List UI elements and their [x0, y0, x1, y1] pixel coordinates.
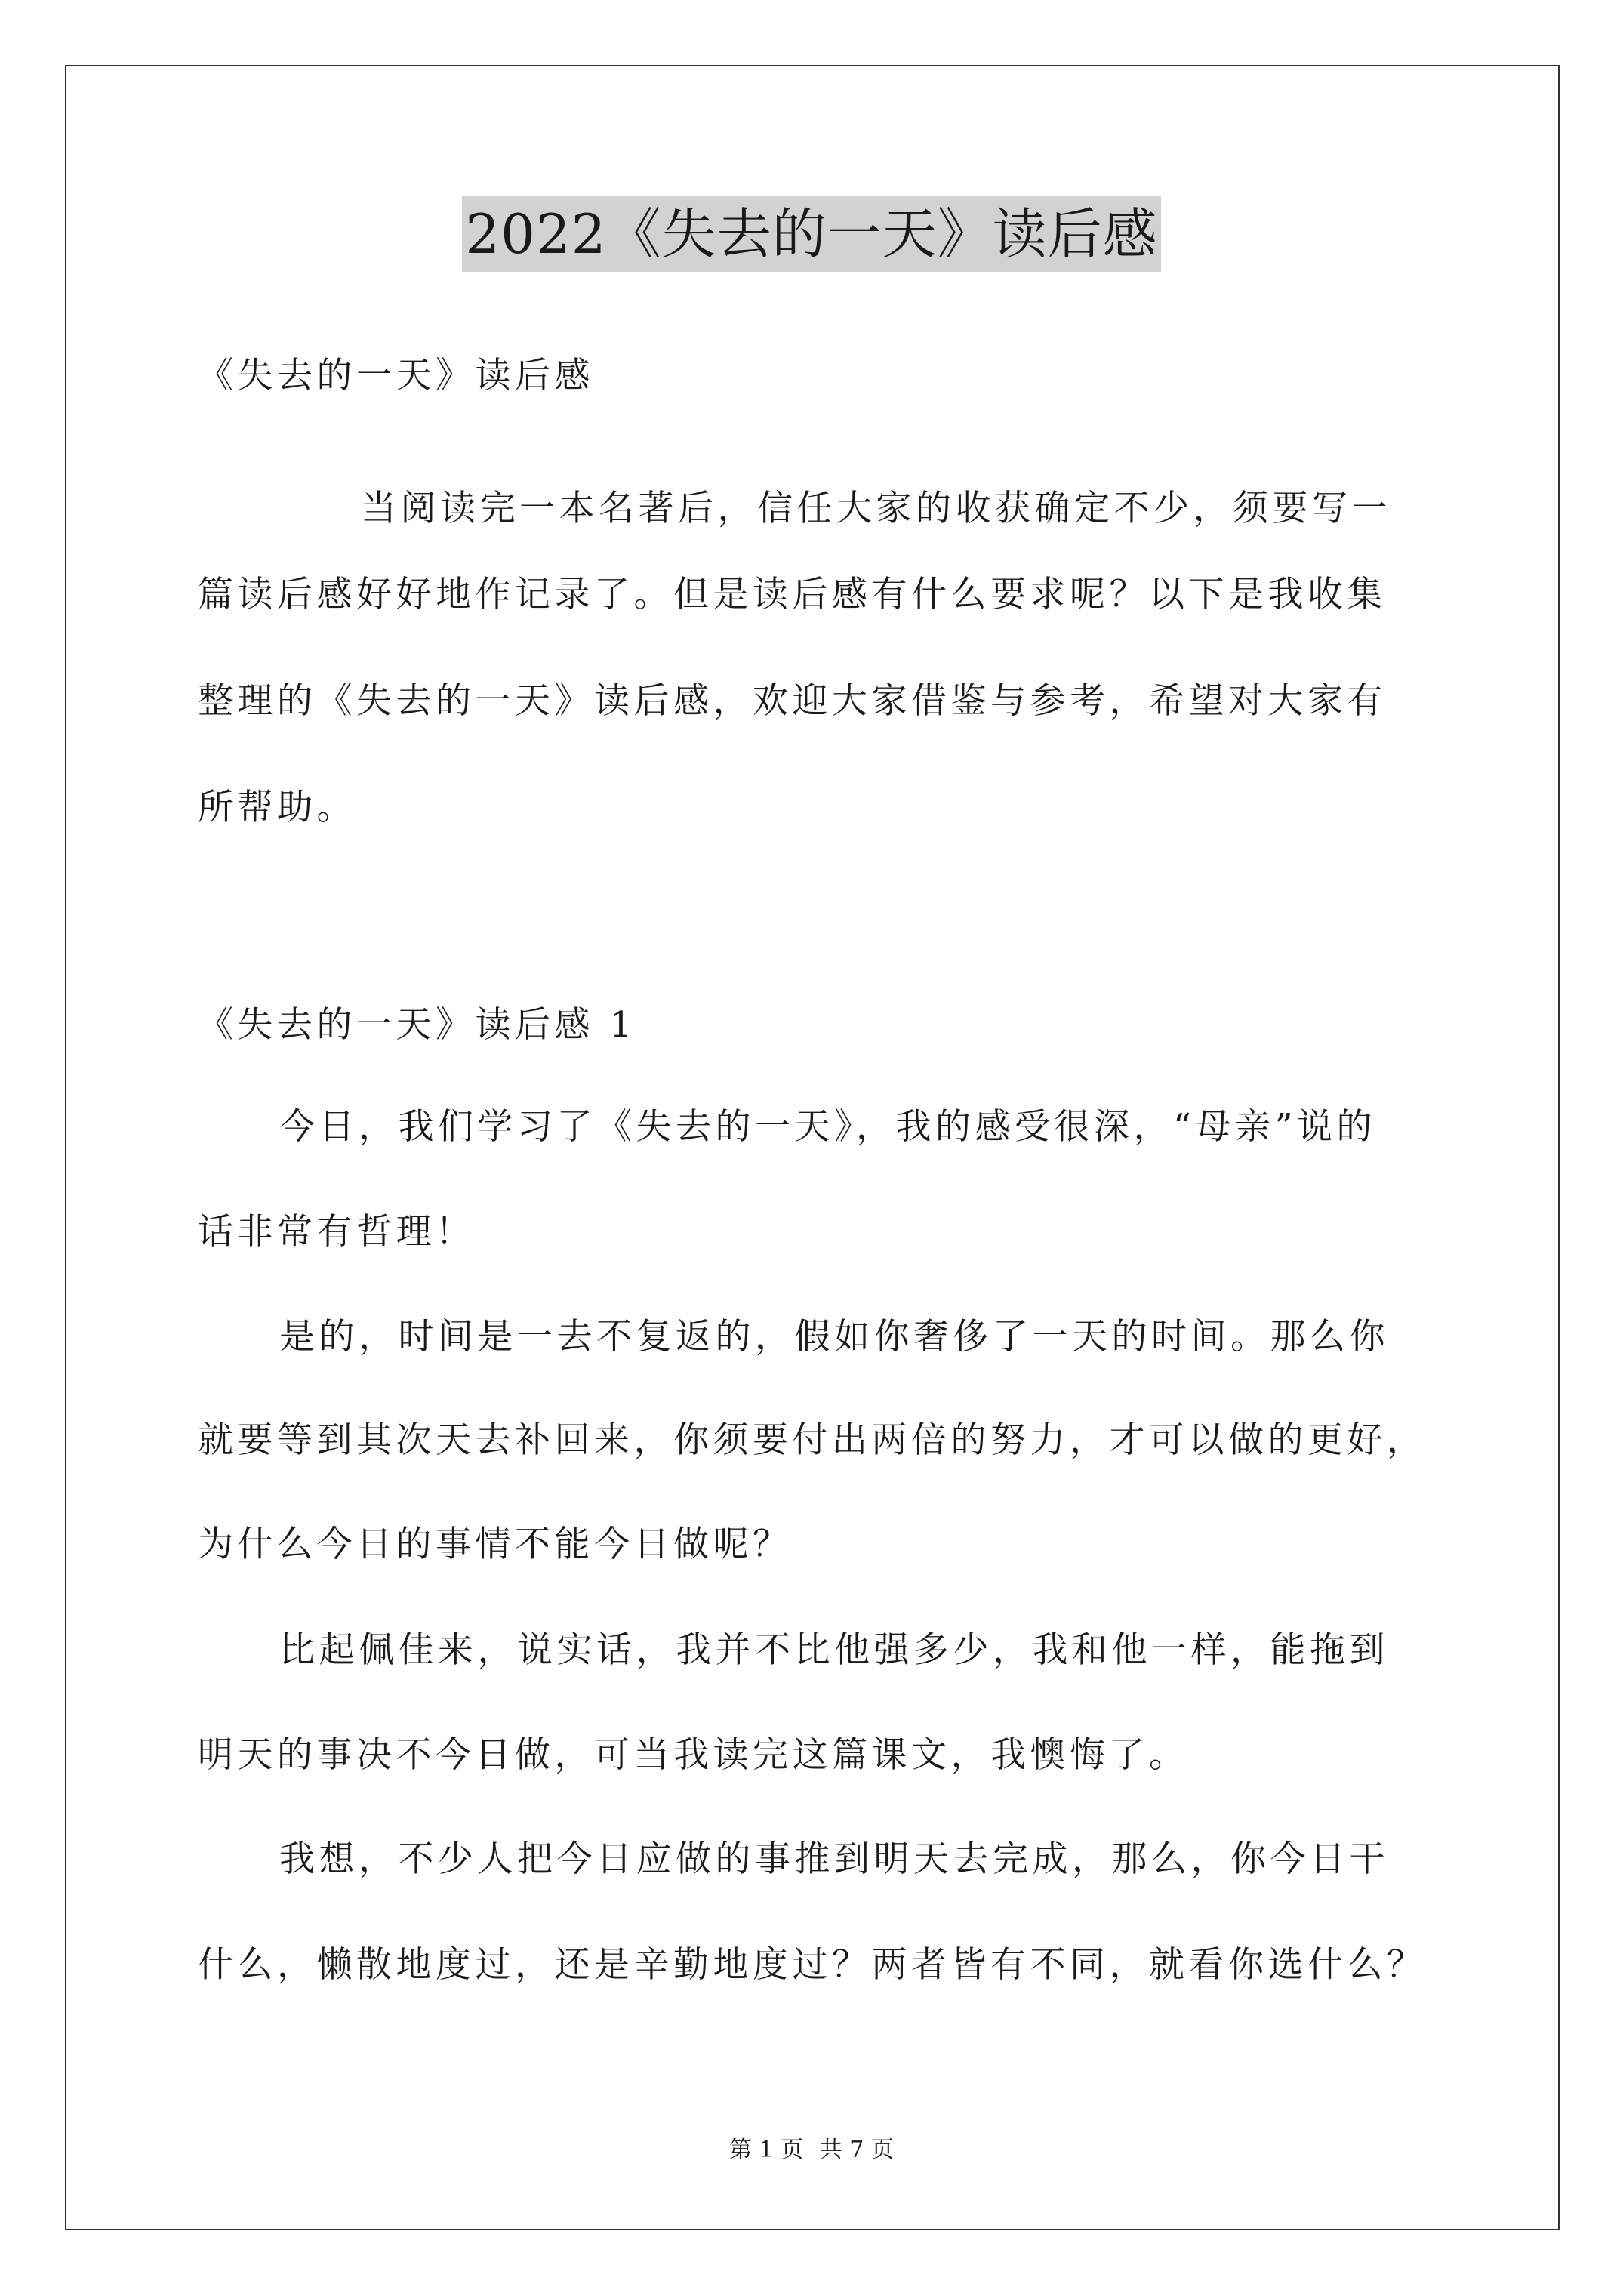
page-footer: [0, 2135, 1623, 2165]
intro-paragraph-line-3: 整理的《失去的一天》读后感，欢迎大家借鉴与参考，希望对大家有: [198, 680, 1387, 722]
paragraph-4-line-2: 什么，懒散地度过，还是辛勤地度过？两者皆有不同，就看你选什么？: [198, 1944, 1427, 1986]
intro-heading: 《失去的一天》读后感: [198, 355, 594, 396]
paragraph-1-line-2: 话非常有哲理！: [198, 1211, 476, 1253]
paragraph-3-line-1: 比起佩佳来，说实话，我并不比他强多少，我和他一样，能拖到: [279, 1629, 1389, 1671]
title-container: [0, 196, 1623, 272]
paragraph-3-line-2: 明天的事决不今日做，可当我读完这篇课文，我懊悔了。: [198, 1734, 1189, 1776]
page-number: 第 1 页: [729, 2137, 804, 2163]
section-heading: 《失去的一天》读后感 1: [198, 1004, 636, 1046]
paragraph-2-line-2: 就要等到其次天去补回来，你须要付出两倍的努力，才可以做的更好，: [198, 1419, 1427, 1461]
intro-paragraph-line-2: 篇读后感好好地作记录了。但是读后感有什么要求呢？以下是我收集: [198, 574, 1387, 615]
page-total: 共 7 页: [819, 2137, 894, 2163]
intro-paragraph-line-1: 当阅读完一本名著后，信任大家的收获确定不少，须要写一: [361, 488, 1391, 529]
document-title: 2022《失去的一天》读后感: [462, 196, 1160, 272]
intro-paragraph-line-4: 所帮助。: [198, 787, 356, 828]
paragraph-1-line-1: 今日，我们学习了《失去的一天》，我的感受很深，“母亲”说的: [279, 1106, 1377, 1148]
paragraph-4-line-1: 我想，不少人把今日应做的事推到明天去完成，那么，你今日干: [279, 1838, 1389, 1880]
paragraph-2-line-3: 为什么今日的事情不能今日做呢？: [198, 1524, 793, 1565]
paragraph-2-line-1: 是的，时间是一去不复返的，假如你奢侈了一天的时间。那么你: [279, 1316, 1389, 1358]
